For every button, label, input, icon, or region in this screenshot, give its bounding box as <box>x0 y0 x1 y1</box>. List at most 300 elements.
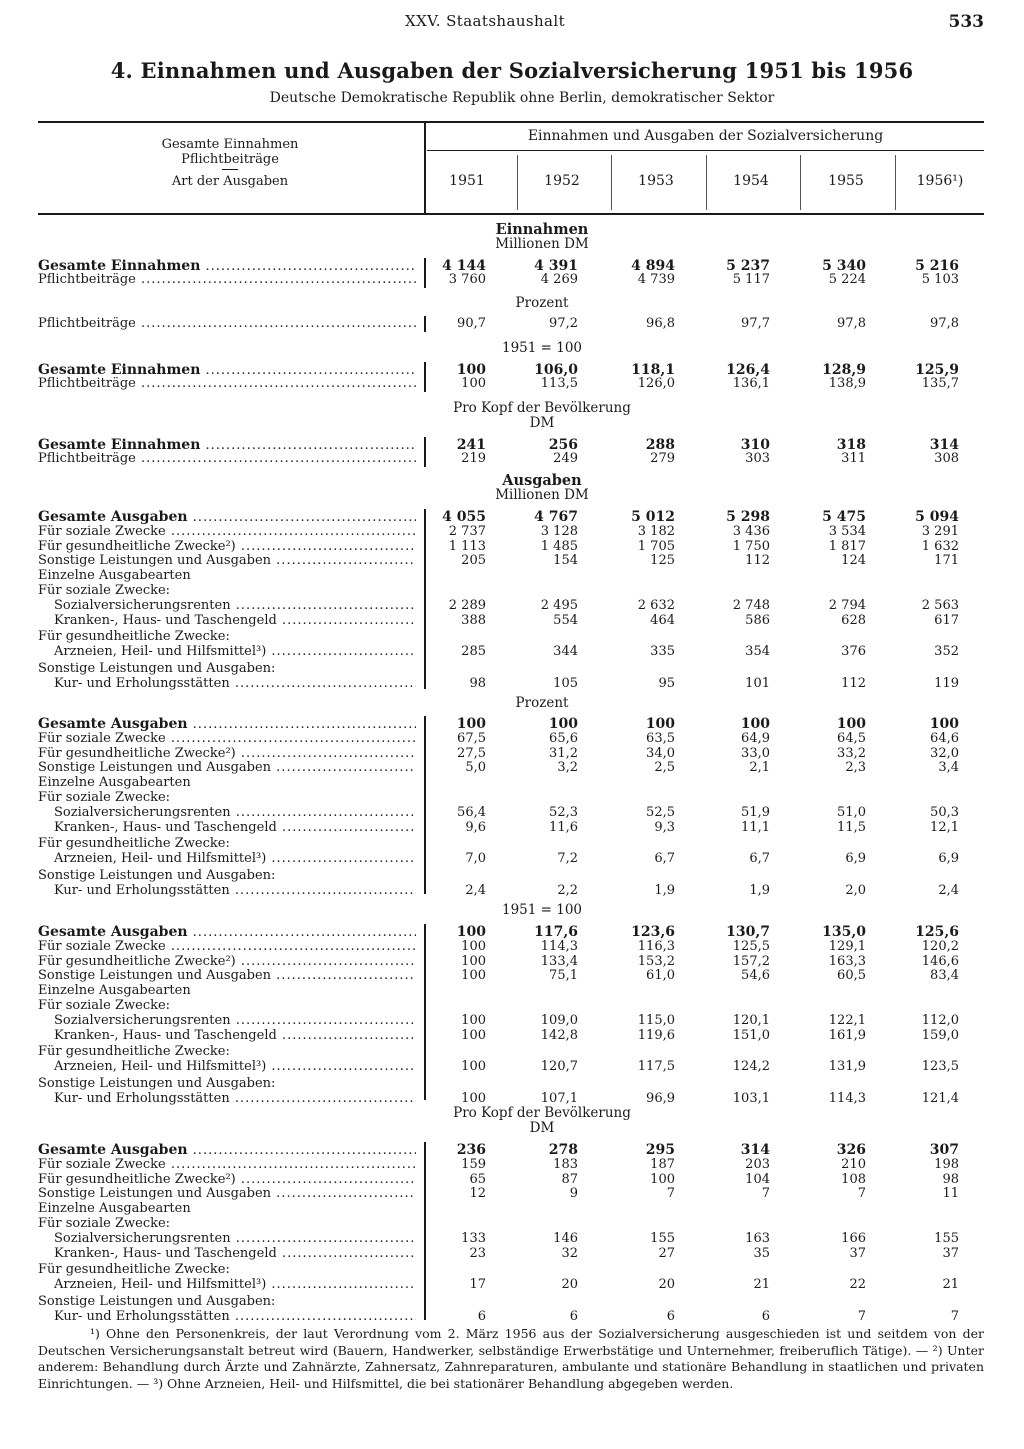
block-bar <box>424 316 426 332</box>
cell: 7 <box>857 1186 866 1202</box>
row-label: Pflichtbeiträge <box>38 316 136 331</box>
cell: 3 760 <box>448 272 486 287</box>
cell: 308 <box>934 451 959 466</box>
table-row <box>38 272 984 288</box>
table-row <box>38 883 984 899</box>
table-row <box>38 524 984 540</box>
cell: 6 <box>569 1308 578 1324</box>
row-label: Pflichtbeiträge <box>38 376 136 391</box>
cell: 4 767 <box>534 509 578 525</box>
row-label: Gesamte Ausgaben <box>38 924 188 940</box>
table-subheading <box>38 998 984 1014</box>
row-label: Sozialversicherungsrenten <box>54 1230 231 1246</box>
table-row <box>38 1013 984 1029</box>
table-row <box>38 820 984 836</box>
cell: 128,9 <box>822 362 866 378</box>
cell: 4 391 <box>534 258 578 274</box>
table-row <box>38 939 984 955</box>
header-divider <box>424 123 426 213</box>
table-row <box>38 1157 984 1173</box>
cell: 23 <box>469 1245 486 1261</box>
cell: 241 <box>456 437 486 453</box>
row-label: Arzneien, Heil- und Hilfsmittel³) <box>54 644 267 660</box>
cell: 22 <box>849 1277 866 1293</box>
cell: 153,2 <box>637 953 675 969</box>
stub-header-line2: Pflichtbeiträge <box>181 152 279 167</box>
cell: 4 894 <box>631 258 675 274</box>
year-header: 1954 <box>733 173 769 189</box>
cell: 125,5 <box>732 938 770 954</box>
unit-caption: 1951 = 100 <box>501 340 583 356</box>
cell: 100 <box>650 1171 675 1187</box>
row-label: Pflichtbeiträge <box>38 451 136 466</box>
cell: 64,6 <box>930 730 959 746</box>
cell: 98 <box>942 1171 959 1187</box>
cell: 6 <box>761 1308 770 1324</box>
cell: 64,9 <box>741 730 770 746</box>
cell: 2,3 <box>845 760 866 776</box>
table-row <box>38 1172 984 1188</box>
cell: 326 <box>836 1142 866 1158</box>
cell: 314 <box>929 437 959 453</box>
table-subheading <box>38 1262 984 1278</box>
cell: 52,3 <box>549 804 578 820</box>
cell: 52,5 <box>646 804 675 820</box>
cell: 17 <box>469 1277 486 1293</box>
row-label: Gesamte Einnahmen <box>38 362 201 378</box>
cell: 6 <box>477 1308 486 1324</box>
unit-caption: Prozent <box>515 295 569 311</box>
row-label: Gesamte Einnahmen <box>38 258 201 274</box>
footnote-text: ¹) Ohne den Personenkreis, der laut Verordnung vom 2. März 1956 aus der Sozialversicherung ausgeschieden ist und seitdem von der Deutschen Versicherungsanstalt betreut wird (Bauern, Handwerker, selbständige Erwerbstätige und Unternehmer, freiberuflich Tätige). — ²) Unter anderem: Behandlung durch Ärzte und Zahnärzte, Zahnersatz, Zahnreparaturen, ambulante und stationäre Behandlung in staatlichen und privaten Einrichtungen. — ³) Ohne Arzneien, Heil- und Hilfsmittel, die bei stationärer Behandlung abgegeben werden. <box>38 1326 984 1391</box>
cell: 7 <box>666 1186 675 1202</box>
table-row <box>38 968 984 984</box>
cell: 135,7 <box>921 376 959 391</box>
cell: 161,9 <box>828 1027 866 1043</box>
cell: 130,7 <box>726 924 770 940</box>
cell: 11,1 <box>741 819 770 835</box>
stub-header-line3: Art der Ausgaben <box>171 174 289 189</box>
row-label: Für gesundheitliche Zwecke: <box>38 629 230 645</box>
cell: 278 <box>548 1142 578 1158</box>
cell: 100 <box>461 953 486 969</box>
cell: 376 <box>841 644 866 660</box>
block-bar <box>424 1142 426 1320</box>
cell: 50,3 <box>930 804 959 820</box>
cell: 100 <box>461 376 486 391</box>
table-subheading <box>38 775 984 791</box>
row-label: Kur- und Erholungsstätten <box>54 1308 230 1324</box>
table-row <box>38 746 984 762</box>
table-row <box>38 731 984 747</box>
cell: 5 340 <box>822 258 866 274</box>
table-row <box>38 509 984 525</box>
table-row <box>38 716 984 732</box>
cell: 124,2 <box>732 1059 770 1075</box>
row-label: Sonstige Leistungen und Ausgaben <box>38 968 272 984</box>
unit-caption: Pro Kopf der Bevölkerung <box>453 1105 631 1121</box>
cell: 117,6 <box>534 924 578 940</box>
table-row <box>38 805 984 821</box>
row-label: Pflichtbeiträge <box>38 272 136 287</box>
cell: 2,2 <box>557 882 578 898</box>
unit-caption: DM <box>529 415 555 431</box>
cell: 107,1 <box>540 1090 578 1106</box>
row-label: Für soziale Zwecke <box>38 1156 166 1172</box>
cell: 65,6 <box>549 730 578 746</box>
cell: 100 <box>461 1027 486 1043</box>
cell: 95 <box>658 675 675 691</box>
unit-caption: DM <box>529 1120 555 1136</box>
year-separator <box>706 155 707 210</box>
cell: 65 <box>469 1171 486 1187</box>
cell: 60,5 <box>837 968 866 984</box>
year-header: 1952 <box>544 173 580 189</box>
cell: 97,8 <box>837 316 866 331</box>
table-subheading <box>38 983 984 999</box>
cell: 163 <box>745 1230 770 1246</box>
cell: 1 632 <box>921 538 959 554</box>
footnotes <box>38 1326 984 1392</box>
header-bottom-rule <box>38 213 984 215</box>
cell: 5 012 <box>631 509 675 525</box>
table-row <box>38 1231 984 1247</box>
cell: 116,3 <box>637 938 675 954</box>
cell: 187 <box>650 1156 675 1172</box>
cell: 303 <box>745 451 770 466</box>
row-label: Kur- und Erholungsstätten <box>54 1090 230 1106</box>
cell: 6,7 <box>654 851 675 867</box>
header-subrule <box>427 150 984 151</box>
top-rule <box>38 121 984 123</box>
row-label: Sonstige Leistungen und Ausgaben: <box>38 868 276 883</box>
row-label: Für soziale Zwecke <box>38 730 166 746</box>
table-subheading <box>38 1201 984 1217</box>
cell: 154 <box>553 553 578 569</box>
cell: 2 289 <box>448 597 486 613</box>
cell: 554 <box>553 612 578 628</box>
cell: 32,0 <box>930 745 959 761</box>
cell: 120,2 <box>921 938 959 954</box>
cell: 6,9 <box>938 851 959 867</box>
row-label: Sonstige Leistungen und Ausgaben: <box>38 661 276 676</box>
year-separator <box>800 155 801 210</box>
cell: 123,5 <box>921 1059 959 1075</box>
cell: 203 <box>745 1156 770 1172</box>
table-row <box>38 760 984 776</box>
row-label: Gesamte Ausgaben <box>38 1142 188 1158</box>
cell: 117,5 <box>637 1059 675 1075</box>
cell: 5 224 <box>828 272 866 287</box>
cell: 32 <box>561 1245 578 1261</box>
table-subheading <box>38 836 984 852</box>
cell: 3,4 <box>938 760 959 776</box>
cell: 310 <box>740 437 770 453</box>
cell: 100 <box>461 938 486 954</box>
table-row <box>38 1277 984 1293</box>
row-label: Sozialversicherungsrenten <box>54 1012 231 1028</box>
cell: 5 475 <box>822 509 866 525</box>
cell: 236 <box>456 1142 486 1158</box>
running-header <box>0 12 1024 34</box>
year-separator <box>611 155 612 210</box>
block-bar <box>424 924 426 1100</box>
cell: 63,5 <box>646 730 675 746</box>
cell: 1 113 <box>448 538 486 554</box>
table-row <box>38 1186 984 1202</box>
cell: 114,3 <box>540 938 578 954</box>
table-subtitle: Deutsche Demokratische Republik ohne Berlin, demokratischer Sektor <box>269 90 775 106</box>
cell: 118,1 <box>631 362 675 378</box>
row-label: Einzelne Ausgabearten <box>38 568 191 584</box>
table-row <box>38 451 984 467</box>
cell: 2,5 <box>654 760 675 776</box>
row-label: Für gesundheitliche Zwecke: <box>38 1044 230 1060</box>
einnahmen-heading: Einnahmen <box>495 221 589 238</box>
cell: 125,6 <box>915 924 959 940</box>
cell: 3,2 <box>557 760 578 776</box>
cell: 108 <box>841 1171 866 1187</box>
table-subheading <box>38 583 984 599</box>
cell: 3 291 <box>921 523 959 539</box>
cell: 37 <box>849 1245 866 1261</box>
row-label: Für gesundheitliche Zwecke²) <box>38 538 236 554</box>
cell: 183 <box>553 1156 578 1172</box>
cell: 1 705 <box>637 538 675 554</box>
cell: 5 094 <box>915 509 959 525</box>
cell: 103,1 <box>732 1090 770 1106</box>
row-label: Für gesundheitliche Zwecke²) <box>38 1171 236 1187</box>
cell: 125,9 <box>915 362 959 378</box>
cell: 124 <box>841 553 866 569</box>
cell: 5 216 <box>915 258 959 274</box>
cell: 37 <box>942 1245 959 1261</box>
cell: 586 <box>745 612 770 628</box>
cell: 5 237 <box>726 258 770 274</box>
unit-caption: Millionen DM <box>495 487 589 503</box>
cell: 198 <box>934 1156 959 1172</box>
cell: 2 748 <box>732 597 770 613</box>
table-row <box>38 644 984 660</box>
cell: 617 <box>934 612 959 628</box>
unit-caption: Millionen DM <box>495 236 589 252</box>
cell: 100 <box>929 716 959 732</box>
table-subheading <box>38 790 984 806</box>
unit-caption: Prozent <box>515 695 569 711</box>
ausgaben-heading: Ausgaben <box>502 472 582 489</box>
row-label: Einzelne Ausgabearten <box>38 1201 191 1217</box>
row-label: Arzneien, Heil- und Hilfsmittel³) <box>54 1277 267 1293</box>
cell: 155 <box>934 1230 959 1246</box>
cell: 54,6 <box>741 968 770 984</box>
cell: 205 <box>461 553 486 569</box>
cell: 20 <box>658 1277 675 1293</box>
year-header: 1951 <box>449 173 485 189</box>
row-label: Kranken-, Haus- und Taschengeld <box>54 819 277 835</box>
row-label: Einzelne Ausgabearten <box>38 983 191 999</box>
cell: 4 144 <box>442 258 486 274</box>
table-row <box>38 1059 984 1075</box>
block-bar <box>424 509 426 689</box>
cell: 136,1 <box>732 376 770 391</box>
cell: 2 794 <box>828 597 866 613</box>
cell: 31,2 <box>549 745 578 761</box>
cell: 2 563 <box>921 597 959 613</box>
block-bar <box>424 716 426 894</box>
cell: 100 <box>740 716 770 732</box>
cell: 51,9 <box>741 804 770 820</box>
cell: 2,4 <box>938 882 959 898</box>
row-label: Sozialversicherungsrenten <box>54 597 231 613</box>
cell: 126,4 <box>726 362 770 378</box>
stub-header-dash <box>222 169 238 170</box>
table-row <box>38 1091 984 1107</box>
table-subheading <box>38 1216 984 1232</box>
cell: 133 <box>461 1230 486 1246</box>
table-subheading <box>38 868 984 884</box>
row-label: Kranken-, Haus- und Taschengeld <box>54 612 277 628</box>
cell: 2 737 <box>448 523 486 539</box>
cell: 2 632 <box>637 597 675 613</box>
cell: 388 <box>461 612 486 628</box>
cell: 105 <box>553 675 578 691</box>
stub-header-line1: Gesamte Einnahmen <box>161 137 299 152</box>
row-label: Gesamte Ausgaben <box>38 509 188 525</box>
cell: 11 <box>942 1186 959 1202</box>
block-bar <box>424 258 426 288</box>
cell: 100 <box>645 716 675 732</box>
cell: 5 103 <box>921 272 959 287</box>
cell: 113,5 <box>540 376 578 391</box>
cell: 129,1 <box>828 938 866 954</box>
block-bar <box>424 437 426 467</box>
cell: 112 <box>745 553 770 569</box>
cell: 4 269 <box>540 272 578 287</box>
cell: 3 128 <box>540 523 578 539</box>
row-label: Sonstige Leistungen und Ausgaben: <box>38 1076 276 1091</box>
cell: 120,7 <box>540 1059 578 1075</box>
cell: 100 <box>548 716 578 732</box>
cell: 21 <box>753 1277 770 1293</box>
cell: 307 <box>929 1142 959 1158</box>
cell: 219 <box>461 451 486 466</box>
cell: 6,7 <box>749 851 770 867</box>
running-title: XXV. Staatshaushalt <box>405 12 566 30</box>
table-row <box>38 613 984 629</box>
stub-header <box>38 127 422 211</box>
cell: 1 485 <box>540 538 578 554</box>
cell: 104 <box>745 1171 770 1187</box>
year-header: 1953 <box>638 173 674 189</box>
cell: 3 436 <box>732 523 770 539</box>
cell: 131,9 <box>828 1059 866 1075</box>
row-label: Für soziale Zwecke: <box>38 583 171 598</box>
cell: 11,6 <box>549 819 578 835</box>
cell: 96,9 <box>646 1090 675 1106</box>
cell: 464 <box>650 612 675 628</box>
row-label: Für soziale Zwecke <box>38 523 166 539</box>
cell: 21 <box>942 1277 959 1293</box>
row-label: Gesamte Einnahmen <box>38 437 201 453</box>
cell: 100 <box>461 968 486 984</box>
cell: 171 <box>934 553 959 569</box>
cell: 311 <box>841 451 866 466</box>
year-header: 1956¹) <box>916 173 964 189</box>
cell: 100 <box>456 924 486 940</box>
cell: 75,1 <box>549 968 578 984</box>
cell: 146 <box>553 1230 578 1246</box>
cell: 354 <box>745 644 770 660</box>
row-label: Für gesundheitliche Zwecke: <box>38 836 230 852</box>
cell: 35 <box>753 1245 770 1261</box>
cell: 151,0 <box>732 1027 770 1043</box>
table-subheading <box>38 661 984 677</box>
table-row <box>38 1309 984 1325</box>
table-row <box>38 1028 984 1044</box>
cell: 9,3 <box>654 819 675 835</box>
cell: 1 817 <box>828 538 866 554</box>
cell: 27,5 <box>457 745 486 761</box>
table-subheading <box>38 1044 984 1060</box>
cell: 101 <box>745 675 770 691</box>
table-row <box>38 924 984 940</box>
cell: 67,5 <box>457 730 486 746</box>
cell: 100 <box>461 1090 486 1106</box>
table-row <box>38 316 984 332</box>
row-label: Sonstige Leistungen und Ausgaben <box>38 1186 272 1202</box>
row-label: Für soziale Zwecke <box>38 938 166 954</box>
cell: 295 <box>645 1142 675 1158</box>
cell: 100 <box>456 716 486 732</box>
cell: 2,4 <box>465 882 486 898</box>
cell: 163,3 <box>828 953 866 969</box>
table-row <box>38 1246 984 1262</box>
cell: 120,1 <box>732 1012 770 1028</box>
row-label: Sozialversicherungsrenten <box>54 804 231 820</box>
cell: 7,0 <box>465 851 486 867</box>
row-label: Für soziale Zwecke: <box>38 790 171 805</box>
cell: 33,0 <box>741 745 770 761</box>
row-label: Kranken-, Haus- und Taschengeld <box>54 1027 277 1043</box>
cell: 51,0 <box>837 804 866 820</box>
cell: 109,0 <box>540 1012 578 1028</box>
cell: 100 <box>836 716 866 732</box>
cell: 100 <box>461 1059 486 1075</box>
cell: 155 <box>650 1230 675 1246</box>
table-row <box>38 598 984 614</box>
row-label: Für gesundheitliche Zwecke: <box>38 1262 230 1278</box>
cell: 112,0 <box>921 1012 959 1028</box>
cell: 9 <box>569 1186 578 1202</box>
cell: 6 <box>666 1308 675 1324</box>
cell: 123,6 <box>631 924 675 940</box>
cell: 3 534 <box>828 523 866 539</box>
cell: 97,7 <box>741 316 770 331</box>
row-label: Kur- und Erholungsstätten <box>54 675 230 691</box>
unit-caption: 1951 = 100 <box>501 902 583 918</box>
table-subheading <box>38 629 984 645</box>
cell: 112 <box>841 675 866 691</box>
cell: 20 <box>561 1277 578 1293</box>
page-number: 533 <box>948 12 984 32</box>
cell: 5 298 <box>726 509 770 525</box>
cell: 96,8 <box>646 316 675 331</box>
table-row <box>38 676 984 692</box>
cell: 285 <box>461 644 486 660</box>
cell: 133,4 <box>540 953 578 969</box>
table-row <box>38 1142 984 1158</box>
cell: 2,1 <box>749 760 770 776</box>
